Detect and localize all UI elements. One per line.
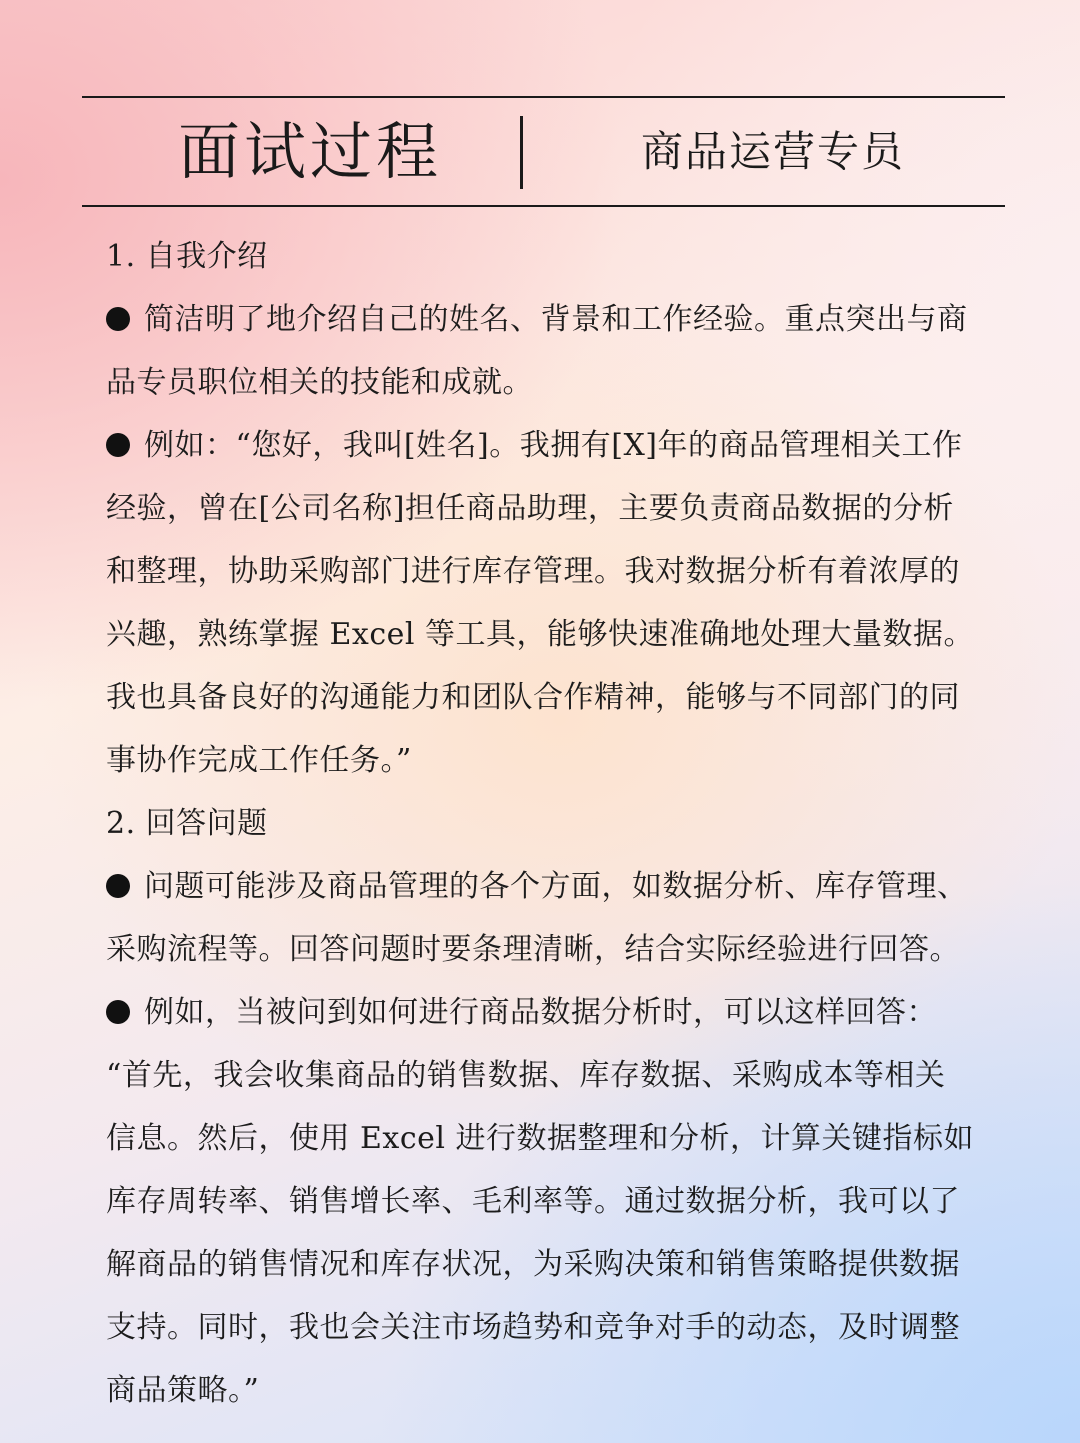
header-divider [520,116,523,189]
line-text: 例如：“您好，我叫[姓名]。我拥有[X]年的商品管理相关工作 [144,428,963,463]
text-line [106,1107,976,1170]
line-text: 品专员职位相关的技能和成就。 [106,365,533,400]
line-text: 兴趣，熟练掌握 Excel 等工具，能够快速准确地处理大量数据。 [106,617,975,652]
line-text: 2. 回答问题 [106,806,268,841]
text-line [106,1296,976,1359]
bullet-dot-icon [106,433,130,457]
text-line [106,1359,976,1422]
line-text: 事协作完成工作任务。” [106,743,412,778]
bullet-dot-icon [106,874,130,898]
line-text: 采购流程等。回答问题时要条理清晰，结合实际经验进行回答。 [106,932,960,967]
line-text: 支持。同时，我也会关注市场趋势和竞争对手的动态，及时调整 [106,1310,960,1345]
line-text: 例如，当被问到如何进行商品数据分析时，可以这样回答： [144,995,937,1030]
page-subtitle: 商品运营专员 [641,127,906,176]
text-line [106,1170,976,1233]
line-text: 商品策略。” [106,1373,260,1408]
text-line [106,1233,976,1296]
line-text: 问题可能涉及商品管理的各个方面，如数据分析、库存管理、 [144,869,968,904]
bullet-item [106,981,976,1044]
line-text: 我也具备良好的沟通能力和团队合作精神，能够与不同部门的同 [106,680,960,715]
text-line [106,1044,976,1107]
content-body [106,225,976,1422]
bullet-item [106,288,976,351]
bullet-dot-icon [106,307,130,331]
line-text: 库存周转率、销售增长率、毛利率等。通过数据分析，我可以了 [106,1184,960,1219]
text-line [106,540,976,603]
line-text: 信息。然后，使用 Excel 进行数据整理和分析，计算关键指标如 [106,1121,975,1156]
line-text: 和整理，协助采购部门进行库存管理。我对数据分析有着浓厚的 [106,554,960,589]
section-heading-self-intro [106,225,976,288]
text-line [106,351,976,414]
bullet-item [106,414,976,477]
text-line [106,477,976,540]
text-line [106,603,976,666]
text-line [106,729,976,792]
bullet-dot-icon [106,1000,130,1024]
line-text: 解商品的销售情况和库存状况，为采购决策和销售策略提供数据 [106,1247,960,1282]
text-line [106,666,976,729]
line-text: 1. 自我介绍 [106,239,268,274]
line-text: “首先，我会收集商品的销售数据、库存数据、采购成本等相关 [106,1058,946,1093]
header-bar [82,96,1005,207]
line-text: 简洁明了地介绍自己的姓名、背景和工作经验。重点突出与商 [144,302,968,337]
section-heading-answer-questions [106,792,976,855]
bullet-item [106,855,976,918]
line-text: 经验，曾在[公司名称]担任商品助理，主要负责商品数据的分析 [106,491,954,526]
page-title: 面试过程 [178,115,443,188]
text-line [106,918,976,981]
